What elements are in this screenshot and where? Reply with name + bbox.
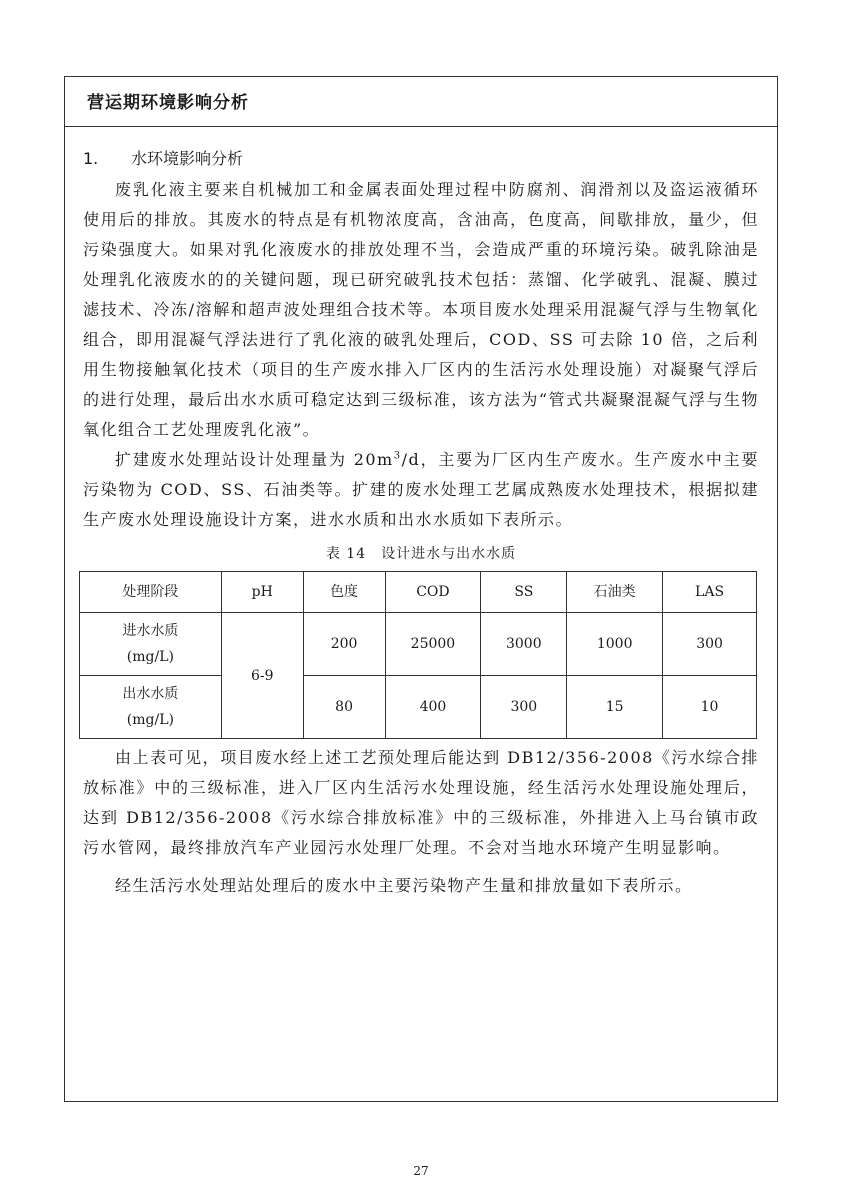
cell-color: 80 xyxy=(303,676,385,739)
cell-ss: 3000 xyxy=(481,613,567,676)
header-ss: SS xyxy=(481,572,567,613)
cell-stage xyxy=(80,613,222,676)
sub-heading xyxy=(83,143,759,175)
sub-heading-number: 1. xyxy=(83,149,99,168)
header-las: LAS xyxy=(663,572,757,613)
paragraph-2-superscript: 3 xyxy=(393,450,402,462)
cell-cod: 400 xyxy=(385,676,481,739)
header-oil: 石油类 xyxy=(567,572,663,613)
document-body xyxy=(83,143,759,901)
cell-cod: 25000 xyxy=(385,613,481,676)
paragraph-domestic-station: 经生活污水处理站处理后的废水中主要污染物产生量和排放量如下表所示。 xyxy=(115,876,693,895)
stage-unit: (mg/L) xyxy=(126,649,174,665)
paragraph-2-after: /d，主要为厂区内生产废水。生产废水中主要污染物为 COD、SS、石油类等。扩建的废水处理工艺属成熟废水处理技术，根据拟建生产废水处理设施设计方案，进水水质和出水水质如下表所示。 xyxy=(83,450,759,529)
table-row xyxy=(80,613,757,676)
page-number: 27 xyxy=(413,1164,429,1178)
paragraph-standard-compliance: 由上表可见，项目废水经上述工艺预处理后能达到 DB12/356-2008《污水综合排放标准》中的三级标准，进入厂区内生活污水处理设施，经生活污水处理设施处理后，达到 DB12/356-2008《污水综合排放标准》中的三级标准，外排进入上马台镇市政污水管网，最终排放汽车产业园污水处理厂处理。不会对当地水环境产生明显影响。 xyxy=(83,748,759,857)
stage-unit: (mg/L) xyxy=(126,712,174,728)
cell-color: 200 xyxy=(303,613,385,676)
cell-ph: 6-9 xyxy=(221,613,303,739)
cell-oil: 1000 xyxy=(567,613,663,676)
cell-stage xyxy=(80,676,222,739)
content-frame xyxy=(64,76,778,1102)
table-caption: 表 14 设计进水与出水水质 xyxy=(325,546,517,562)
water-quality-table xyxy=(79,571,757,739)
section-header xyxy=(65,77,777,127)
paragraph-2-before: 扩建废水处理站设计处理量为 20m xyxy=(115,450,394,469)
cell-oil: 15 xyxy=(567,676,663,739)
sub-heading-text: 水环境影响分析 xyxy=(131,149,244,168)
paragraph-emulsion-wastewater: 废乳化液主要来自机械加工和金属表面处理过程中防腐剂、润滑剂以及盗运液循环使用后的排放。其废水的特点是有机物浓度高，含油高，色度高，间歇排放，量少，但污染强度大。如果对乳化液废水的排放处理不当，会造成严重的环境污染。破乳除油是处理乳化液废水的的关键问题，现已研究破乳技术包括：蒸馏、化学破乳、混凝、膜过滤技术、冷冻/溶解和超声波处理组合技术等。本项目废水处理采用混凝气浮与生物氧化组合，即用混凝气浮法进行了乳化液的破乳处理后，COD、SS 可去除 10 倍，之后利用生物接触氧化技术（项目的生产废水排入厂区内的生活污水处理设施）对凝聚气浮后的进行处理，最后出水水质可稳定达到三级标准，该方法为“管式共凝聚混凝气浮与生物氧化组合工艺处理废乳化液”。 xyxy=(83,180,759,439)
stage-label: 出水水质 xyxy=(122,686,179,702)
stage-label: 进水水质 xyxy=(122,623,179,639)
table-header-row xyxy=(80,572,757,613)
paragraph-expansion-station xyxy=(83,445,759,535)
cell-las: 300 xyxy=(663,613,757,676)
header-cod: COD xyxy=(385,572,481,613)
header-stage: 处理阶段 xyxy=(80,572,222,613)
cell-ss: 300 xyxy=(481,676,567,739)
header-ph: pH xyxy=(221,572,303,613)
section-title: 营运期环境影响分析 xyxy=(87,93,249,113)
header-color: 色度 xyxy=(303,572,385,613)
cell-las: 10 xyxy=(663,676,757,739)
table-row xyxy=(80,676,757,739)
